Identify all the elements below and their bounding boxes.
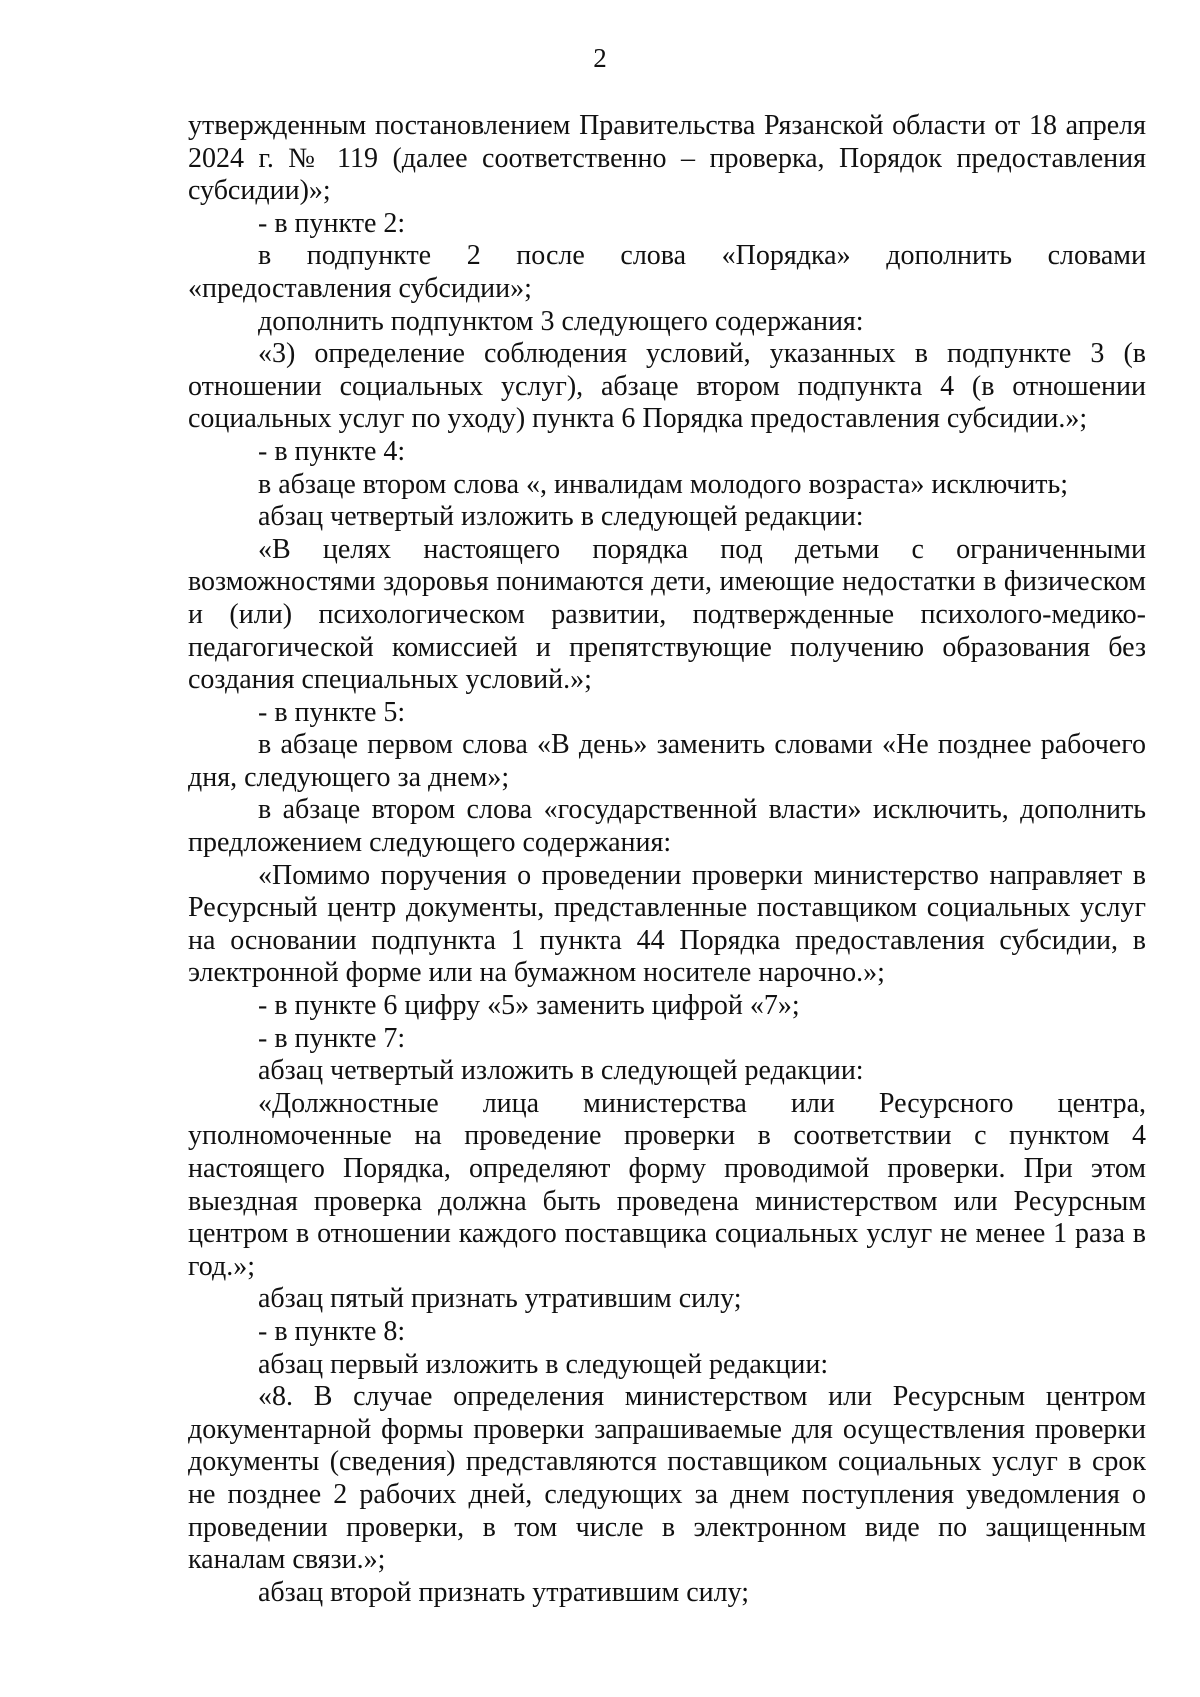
- paragraph: утвержденным постановлением Правительства Рязанской области от 18 апреля 2024 г. № 119 (далее соответственно – проверка, Порядок предоставления субсидии)»;: [188, 110, 1146, 207]
- paragraph: «8. В случае определения министерством или Ресурсным центром документарной формы проверки запрашиваемые для осуществления проверки документы (сведения) представляются поставщиком социальных услуг в срок не позднее 2 рабочих дней, следующих за днем поступления уведомления о проведении проверки, в том числе в электронном виде по защищенным каналам связи.»;: [188, 1381, 1146, 1576]
- paragraph: «3) определение соблюдения условий, указанных в подпункте 3 (в отношении социальных услуг), абзаце втором подпункта 4 (в отношении социальных услуг по уходу) пункта 6 Порядка предоставления субсидии.»;: [188, 338, 1146, 435]
- paragraph: в абзаце первом слова «В день» заменить словами «Не позднее рабочего дня, следующего за днем»;: [188, 729, 1146, 793]
- paragraph: - в пункте 2:: [258, 207, 406, 239]
- paragraph: «Помимо поручения о проведении проверки министерство направляет в Ресурсный центр документы, представленные поставщиком социальных услуг на основании подпункта 1 пункта 44 Порядка предоставления субсидии, в электронной форме или на бумажном носителе нарочно.»;: [188, 859, 1146, 989]
- paragraph: «В целях настоящего порядка под детьми с ограниченными возможностями здоровья понимаются дети, имеющие недостатки в физическом и (или) психологическом развитии, подтвержденные психолого-медико-педагогической комиссией и препятствующие получению образования без создания специальных условий.»;: [188, 533, 1146, 696]
- paragraph: - в пункте 8:: [258, 1315, 406, 1347]
- paragraph: в абзаце втором слова «, инвалидам молодого возраста» исключить;: [258, 468, 1069, 500]
- paragraph: абзац первый изложить в следующей редакции:: [258, 1348, 829, 1380]
- paragraph: абзац четвертый изложить в следующей редакции:: [258, 1055, 864, 1087]
- paragraph: дополнить подпунктом 3 следующего содержания:: [258, 305, 864, 337]
- paragraph: - в пункте 7:: [258, 1022, 406, 1054]
- paragraph: в подпункте 2 после слова «Порядка» дополнить словами «предоставления субсидии»;: [188, 240, 1146, 304]
- paragraph: абзац пятый признать утратившим силу;: [258, 1283, 742, 1315]
- paragraph: абзац второй признать утратившим силу;: [258, 1576, 750, 1608]
- paragraph: - в пункте 6 цифру «5» заменить цифрой «7»;: [258, 990, 800, 1022]
- paragraph: «Должностные лица министерства или Ресурсного центра, уполномоченные на проведение проверки в соответствии с пунктом 4 настоящего Порядка, определяют форму проводимой проверки. При этом выездная проверка должна быть проведена министерством или Ресурсным центром в отношении каждого поставщика социальных услуг не менее 1 раза в год.»;: [188, 1087, 1146, 1282]
- paragraph: абзац четвертый изложить в следующей редакции:: [258, 501, 864, 533]
- paragraph: в абзаце втором слова «государственной власти» исключить, дополнить предложением следующего содержания:: [188, 794, 1146, 859]
- document-body: [188, 110, 1146, 1609]
- paragraph: - в пункте 4:: [258, 435, 406, 467]
- paragraph: - в пункте 5:: [258, 696, 406, 728]
- page-number: 2: [593, 43, 607, 73]
